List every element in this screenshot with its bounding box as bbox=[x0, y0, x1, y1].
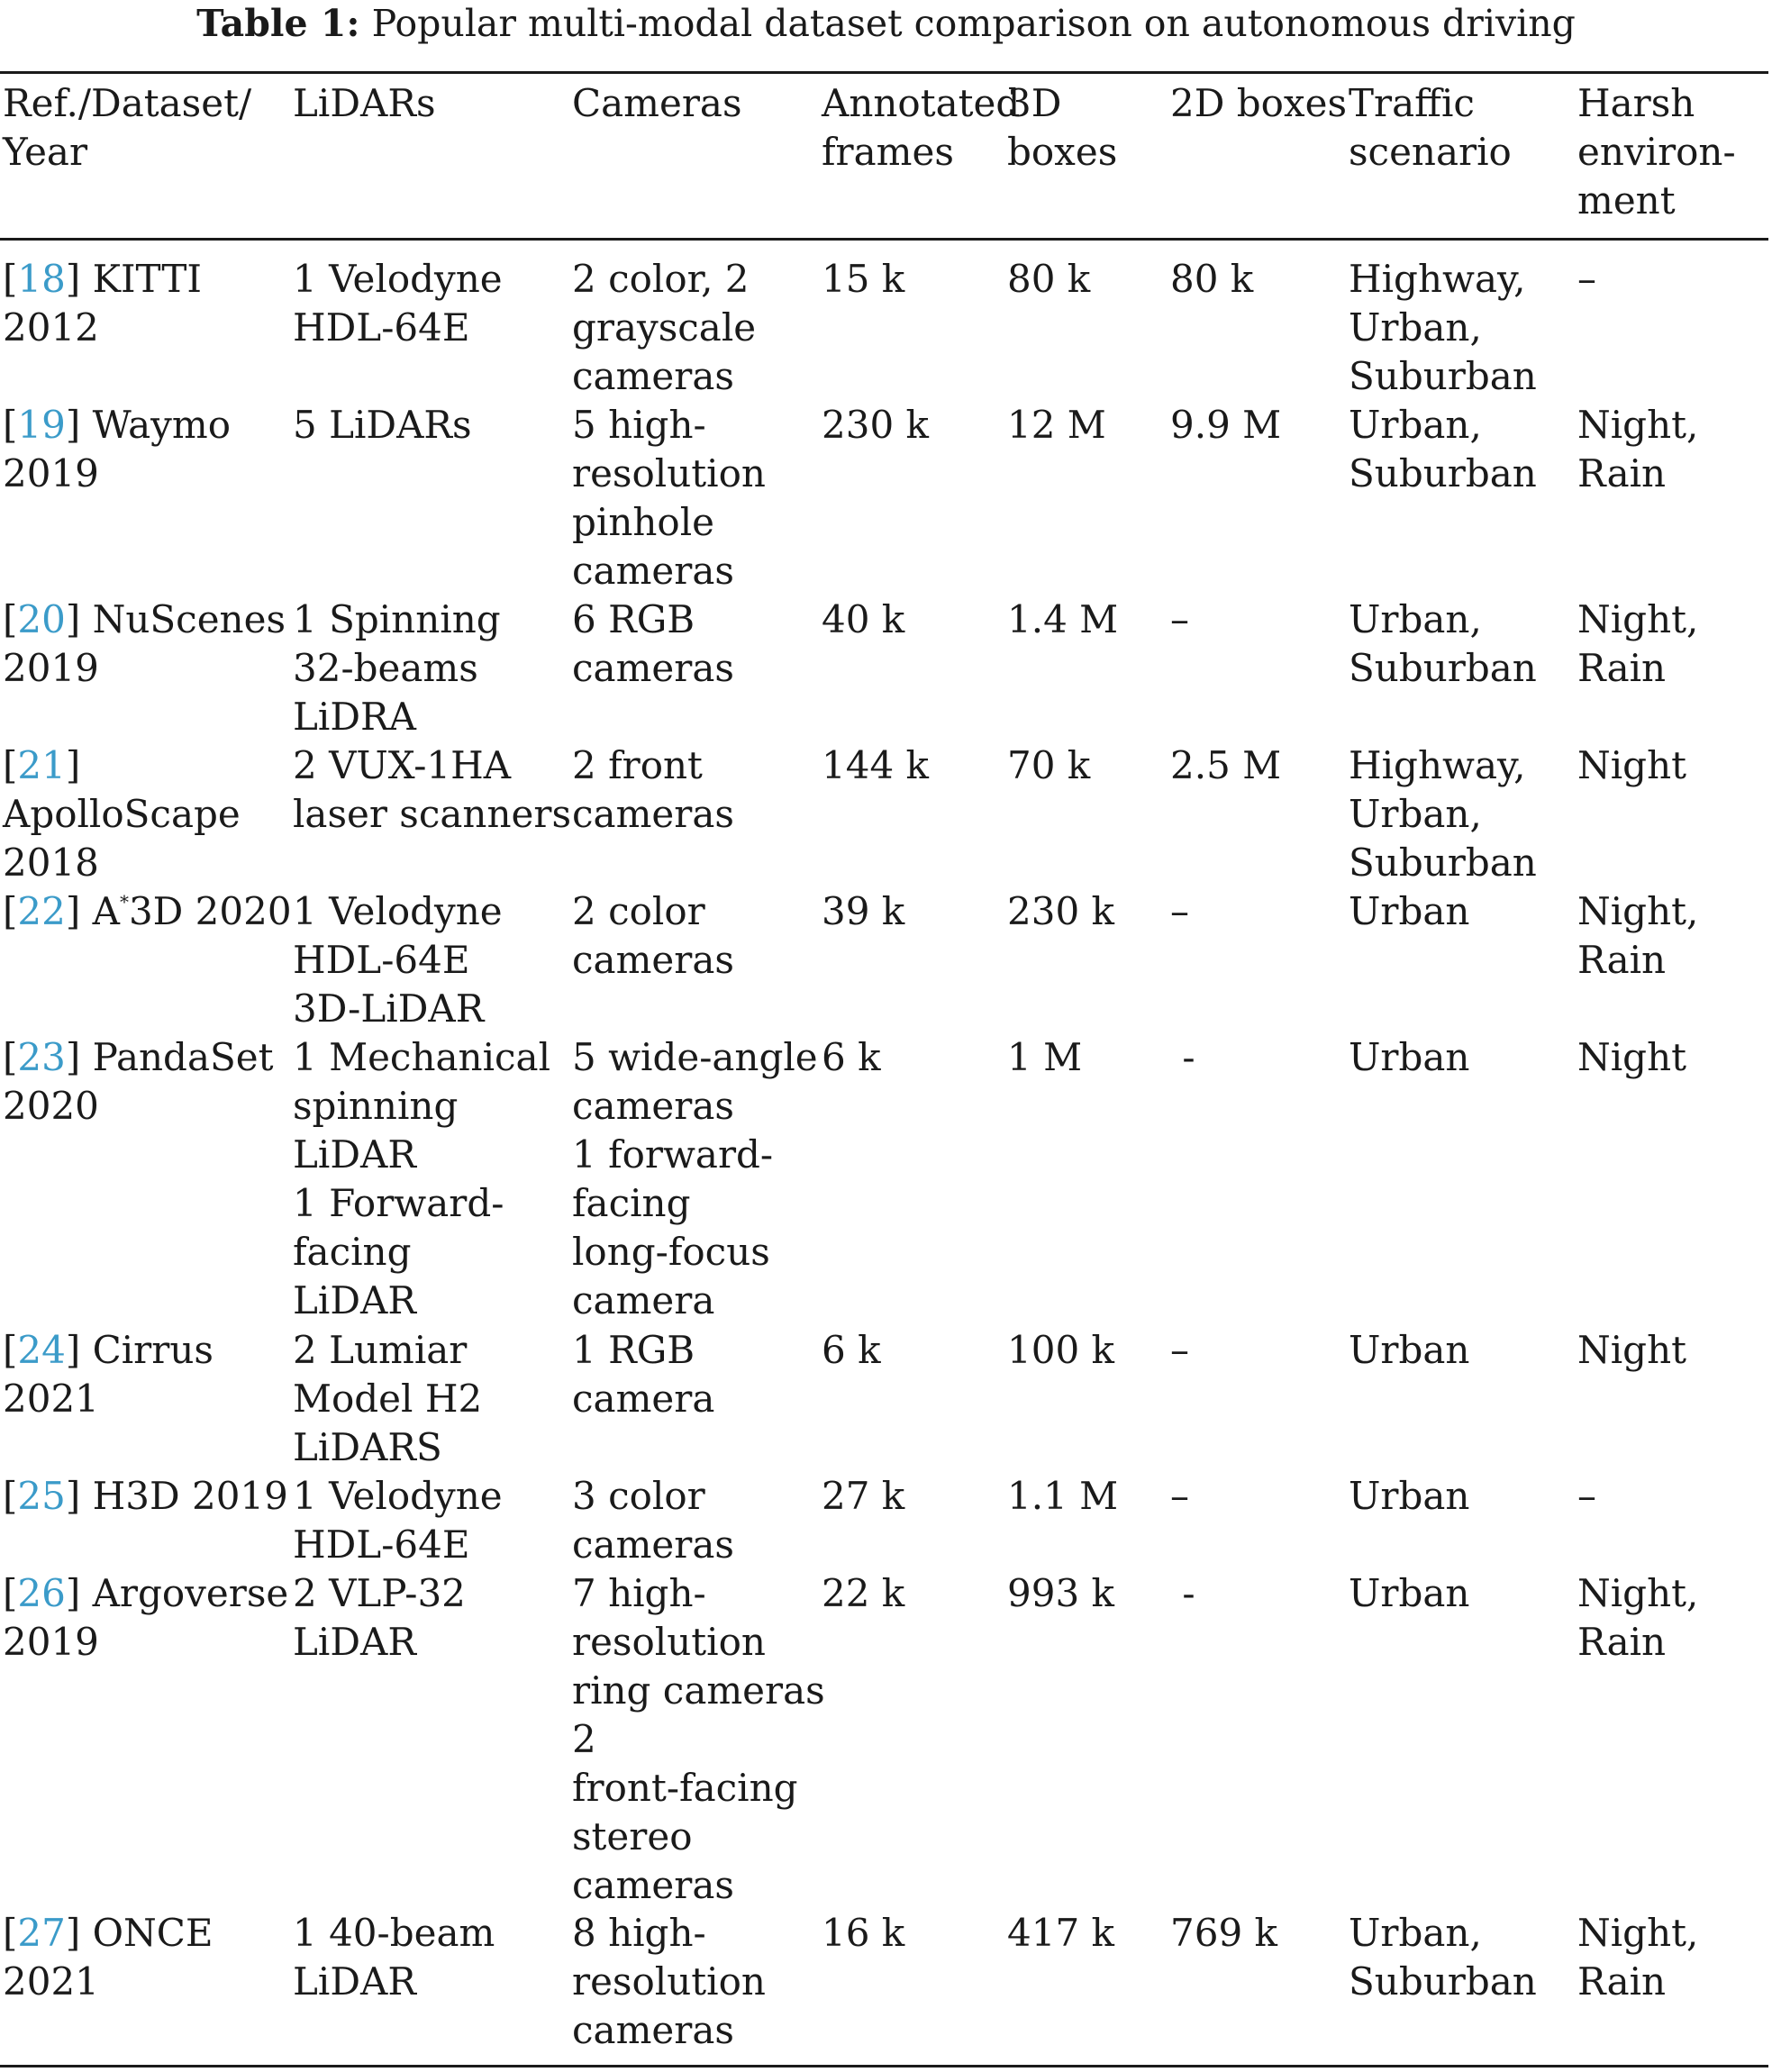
boxes3d-cell: 230 k bbox=[1007, 889, 1114, 933]
boxes3d-cell: 70 k bbox=[1007, 743, 1091, 787]
dataset-cell: [19] Waymo 2019 bbox=[3, 403, 231, 495]
header-traffic-scenario: Traffic scenario bbox=[1349, 81, 1512, 174]
harsh-cell: Night, Rain bbox=[1577, 1571, 1699, 1664]
lidars-cell: 1 Velodyne HDL-64E bbox=[293, 1474, 503, 1567]
harsh-cell: Night bbox=[1577, 1035, 1686, 1079]
header-dataset: Ref./Dataset/ Year bbox=[3, 81, 252, 174]
caption-text: Popular multi-modal dataset comparison on autonomous driving bbox=[371, 2, 1576, 45]
dataset-cell: [26] Argoverse 2019 bbox=[3, 1571, 289, 1664]
harsh-cell: Night bbox=[1577, 743, 1686, 787]
header-2d-boxes: 2D boxes bbox=[1170, 81, 1348, 125]
boxes3d-cell: 417 k bbox=[1007, 1911, 1114, 1955]
scenario-cell: Highway, Urban, Suburban bbox=[1349, 743, 1537, 885]
frames-cell: 230 k bbox=[822, 403, 929, 447]
header-annotated-frames: Annotated frames bbox=[822, 81, 1021, 174]
dataset-name-tail: 3D 2020 bbox=[128, 889, 292, 933]
header-lidars: LiDARs bbox=[293, 81, 436, 125]
dataset-cell: [23] PandaSet 2020 bbox=[3, 1035, 274, 1128]
header-cameras: Cameras bbox=[572, 81, 742, 125]
dataset-name: A bbox=[92, 889, 120, 933]
citation-link[interactable]: 21 bbox=[17, 743, 66, 787]
harsh-cell: Night, Rain bbox=[1577, 597, 1699, 690]
dataset-cell: [18] KITTI 2012 bbox=[3, 257, 202, 350]
dataset-name: ONCE 2021 bbox=[3, 1911, 214, 2004]
scenario-cell: Urban bbox=[1349, 1035, 1470, 1079]
cameras-cell: 8 high- resolution cameras bbox=[572, 1911, 766, 2052]
dataset-cell: [24] Cirrus 2021 bbox=[3, 1328, 214, 1421]
lidars-cell: 1 Velodyne HDL-64E bbox=[293, 257, 503, 350]
top-rule bbox=[0, 71, 1768, 74]
scenario-cell: Urban bbox=[1349, 1328, 1470, 1372]
dataset-cell: [21] ApolloScape 2018 bbox=[3, 743, 241, 885]
dataset-name: ApolloScape 2018 bbox=[3, 792, 241, 885]
boxes2d-cell: – bbox=[1170, 597, 1189, 641]
harsh-cell: Night bbox=[1577, 1328, 1686, 1372]
frames-cell: 40 k bbox=[822, 597, 905, 641]
citation-link[interactable]: 27 bbox=[17, 1911, 66, 1955]
harsh-cell: Night, Rain bbox=[1577, 1911, 1699, 2004]
boxes3d-cell: 993 k bbox=[1007, 1571, 1114, 1615]
header-3d-boxes: 3D boxes bbox=[1007, 81, 1118, 174]
cameras-cell: 3 color cameras bbox=[572, 1474, 734, 1567]
lidars-cell: 1 Mechanical spinning LiDAR 1 Forward- facing LiDAR bbox=[293, 1035, 551, 1322]
lidars-cell: 1 40-beam LiDAR bbox=[293, 1911, 495, 2004]
frames-cell: 22 k bbox=[822, 1571, 905, 1615]
boxes2d-cell: 2.5 M bbox=[1170, 743, 1282, 787]
dataset-name: Cirrus 2021 bbox=[3, 1328, 214, 1421]
caption-label: Table 1: bbox=[196, 2, 360, 45]
boxes2d-cell: – bbox=[1170, 1328, 1189, 1372]
header-rule bbox=[0, 238, 1768, 241]
citation-link[interactable]: 25 bbox=[17, 1474, 66, 1518]
cameras-cell: 5 wide-angle cameras 1 forward- facing long-focus camera bbox=[572, 1035, 818, 1322]
frames-cell: 16 k bbox=[822, 1911, 905, 1955]
dataset-cell: [25] H3D 2019 bbox=[3, 1474, 288, 1518]
citation-link[interactable]: 22 bbox=[17, 889, 66, 933]
dataset-name: KITTI 2012 bbox=[3, 257, 202, 350]
harsh-cell: Night, Rain bbox=[1577, 403, 1699, 495]
boxes3d-cell: 1.1 M bbox=[1007, 1474, 1119, 1518]
frames-cell: 15 k bbox=[822, 257, 905, 301]
lidars-cell: 2 VLP-32 LiDAR bbox=[293, 1571, 466, 1664]
boxes2d-cell: – bbox=[1170, 1474, 1189, 1518]
frames-cell: 6 k bbox=[822, 1035, 881, 1079]
lidars-cell: 1 Spinning 32-beams LiDRA bbox=[293, 597, 501, 739]
frames-cell: 27 k bbox=[822, 1474, 905, 1518]
scenario-cell: Urban, Suburban bbox=[1349, 1911, 1537, 2004]
boxes2d-cell: 769 k bbox=[1170, 1911, 1277, 1955]
scenario-cell: Urban bbox=[1349, 1474, 1470, 1518]
scenario-cell: Urban, Suburban bbox=[1349, 597, 1537, 690]
boxes2d-cell: 80 k bbox=[1170, 257, 1254, 301]
boxes3d-cell: 80 k bbox=[1007, 257, 1091, 301]
boxes2d-cell: – bbox=[1170, 889, 1189, 933]
dataset-cell: [22] A*3D 2020 bbox=[3, 889, 292, 933]
boxes2d-cell: - bbox=[1170, 1571, 1195, 1615]
frames-cell: 39 k bbox=[822, 889, 905, 933]
scenario-cell: Urban, Suburban bbox=[1349, 403, 1537, 495]
lidars-cell: 5 LiDARs bbox=[293, 403, 472, 447]
dataset-cell: [27] ONCE 2021 bbox=[3, 1911, 214, 2004]
lidars-cell: 1 Velodyne HDL-64E 3D-LiDAR bbox=[293, 889, 503, 1031]
dataset-cell: [20] NuScenes 2019 bbox=[3, 597, 286, 690]
citation-link[interactable]: 18 bbox=[17, 257, 66, 301]
citation-link[interactable]: 24 bbox=[17, 1328, 66, 1372]
scenario-cell: Highway, Urban, Suburban bbox=[1349, 257, 1537, 398]
citation-link[interactable]: 20 bbox=[17, 597, 66, 641]
frames-cell: 144 k bbox=[822, 743, 929, 787]
boxes3d-cell: 1 M bbox=[1007, 1035, 1083, 1079]
dataset-name: NuScenes 2019 bbox=[3, 597, 286, 690]
boxes3d-cell: 100 k bbox=[1007, 1328, 1114, 1372]
citation-link[interactable]: 23 bbox=[17, 1035, 66, 1079]
dataset-name: H3D 2019 bbox=[92, 1474, 288, 1518]
frames-cell: 6 k bbox=[822, 1328, 881, 1372]
citation-link[interactable]: 26 bbox=[17, 1571, 66, 1615]
boxes2d-cell: - bbox=[1170, 1035, 1195, 1079]
cameras-cell: 1 RGB camera bbox=[572, 1328, 715, 1421]
boxes2d-cell: 9.9 M bbox=[1170, 403, 1282, 447]
boxes3d-cell: 1.4 M bbox=[1007, 597, 1119, 641]
lidars-cell: 2 Lumiar Model H2 LiDARS bbox=[293, 1328, 483, 1469]
boxes3d-cell: 12 M bbox=[1007, 403, 1106, 447]
cameras-cell: 6 RGB cameras bbox=[572, 597, 734, 690]
cameras-cell: 2 color, 2 grayscale cameras bbox=[572, 257, 757, 398]
table-caption bbox=[0, 0, 1772, 47]
dataset-name: Argoverse 2019 bbox=[3, 1571, 289, 1664]
cameras-cell: 5 high- resolution pinhole cameras bbox=[572, 403, 766, 593]
scenario-cell: Urban bbox=[1349, 1571, 1470, 1615]
scenario-cell: Urban bbox=[1349, 889, 1470, 933]
bottom-rule bbox=[0, 2065, 1768, 2067]
dataset-superscript: * bbox=[119, 891, 129, 913]
cameras-cell: 7 high- resolution ring cameras 2 front-facing stereo cameras bbox=[572, 1571, 825, 1907]
dataset-name: Waymo 2019 bbox=[3, 403, 231, 495]
cameras-cell: 2 color cameras bbox=[572, 889, 734, 982]
harsh-cell: Night, Rain bbox=[1577, 889, 1699, 982]
header-harsh-environment: Harsh environ- ment bbox=[1577, 81, 1736, 223]
dataset-name: PandaSet 2020 bbox=[3, 1035, 274, 1128]
cameras-cell: 2 front cameras bbox=[572, 743, 734, 836]
harsh-cell: – bbox=[1577, 257, 1596, 301]
lidars-cell: 2 VUX-1HA laser scanners bbox=[293, 743, 572, 836]
citation-link[interactable]: 19 bbox=[17, 403, 66, 447]
harsh-cell: – bbox=[1577, 1474, 1596, 1518]
